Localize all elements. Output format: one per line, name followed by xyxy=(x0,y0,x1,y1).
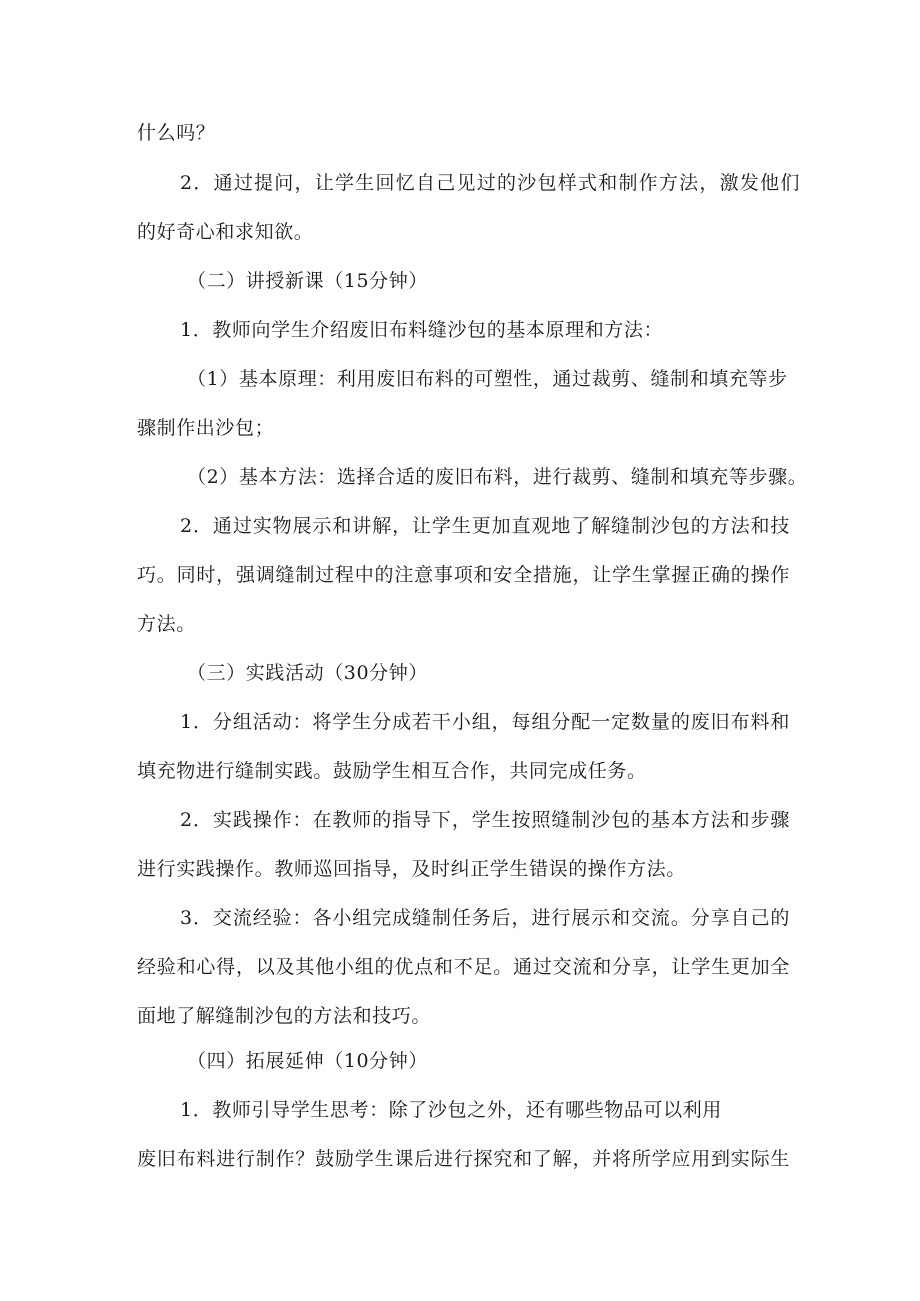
text-line: 废旧布料进行制作？鼓励学生课后进行探究和了解，并将所学应用到实际生 xyxy=(137,1148,790,1170)
section-heading: （二）讲授新课（15分钟） xyxy=(187,270,428,292)
text-line: 2．通过提问，让学生回忆自己见过的沙包样式和制作方法，激发他们 xyxy=(180,172,800,194)
text-line: 方法。 xyxy=(137,613,196,635)
text-line: 填充物进行缝制实践。鼓励学生相互合作，共同完成任务。 xyxy=(137,760,647,782)
text-line: 2．通过实物展示和讲解，让学生更加直观地了解缝制沙包的方法和技 xyxy=(180,515,790,537)
text-line: 面地了解缝制沙包的方法和技巧。 xyxy=(137,1005,432,1027)
text-line: 3．交流经验：各小组完成缝制任务后，进行展示和交流。分享自己的 xyxy=(180,907,790,929)
text-line: 什么吗？ xyxy=(137,122,216,144)
section-heading: （三）实践活动（30分钟） xyxy=(187,662,428,684)
section-heading: （四）拓展延伸（10分钟） xyxy=(187,1050,428,1072)
text-line: 1．分组活动：将学生分成若干小组，每组分配一定数量的废旧布料和 xyxy=(180,711,790,733)
text-line: 经验和心得，以及其他小组的优点和不足。通过交流和分享，让学生更加全 xyxy=(137,956,790,978)
text-line: 巧。同时，强调缝制过程中的注意事项和安全措施，让学生掌握正确的操作 xyxy=(137,564,790,586)
text-line: （2）基本方法：选择合适的废旧布料，进行裁剪、缝制和填充等步骤。 xyxy=(187,466,808,488)
text-line: 1．教师引导学生思考：除了沙包之外，还有哪些物品可以利用 xyxy=(180,1099,722,1121)
text-line: 骤制作出沙包； xyxy=(137,417,275,439)
text-line: 的好奇心和求知欲。 xyxy=(137,221,314,243)
text-line: 进行实践操作。教师巡回指导，及时纠正学生错误的操作方法。 xyxy=(137,858,686,880)
text-line: 1．教师向学生介绍废旧布料缝沙包的基本原理和方法： xyxy=(180,319,664,341)
text-line: 2．实践操作：在教师的指导下，学生按照缝制沙包的基本方法和步骤 xyxy=(180,809,790,831)
text-line: （1）基本原理：利用废旧布料的可塑性，通过裁剪、缝制和填充等步 xyxy=(187,368,788,390)
